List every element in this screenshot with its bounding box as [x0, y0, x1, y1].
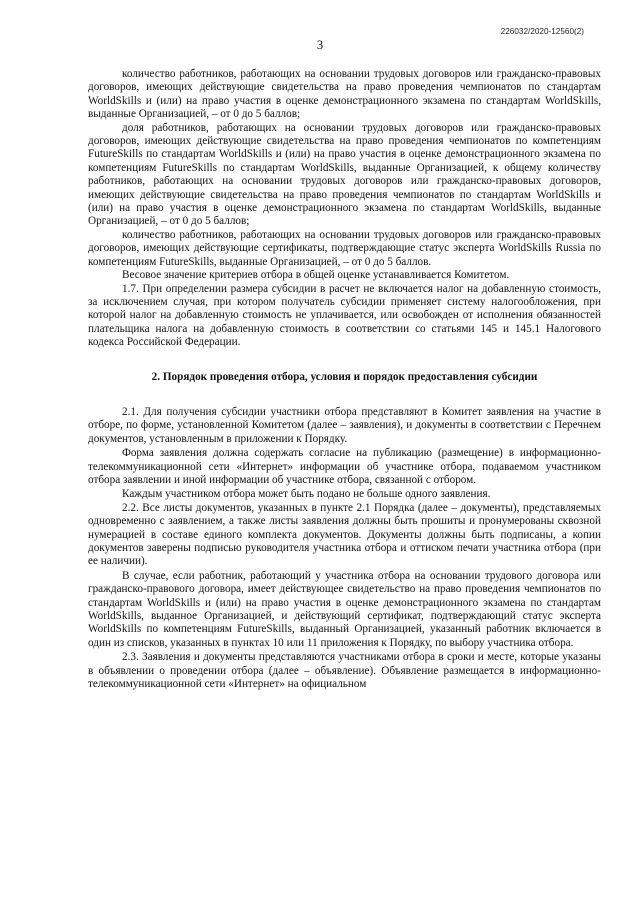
- paragraph: В случае, если работник, работающий у участника отбора на основании трудового договора или гражданско-правового договора, имеет действующее свидетельство на право проведения чемпионатов по стандартам WorldSkills и (или) на право участия в оценке демонстрационного экзамена по стандартам WorldSkills, выданное Организацией, и действующий сертификат, подтверждающий статус эксперта WorldSkills по компетенциям FutureSkills, выданный Организацией, указанный работник включается в один из списков, указанных в пунктах 10 или 11 приложения к Порядку, по выбору участника отбора.: [88, 569, 601, 649]
- paragraph: Форма заявления должна содержать согласие на публикацию (размещение) в информационно-телекоммуникационной сети «Интернет» информации об участнике отбора, подаваемом участником отбора заявлении и иной информации об участнике отбора, связанной с отбором.: [88, 447, 601, 486]
- section-heading: 2. Порядок проведения отбора, условия и порядок предоставления субсидии: [151, 370, 538, 383]
- paragraph: количество работников, работающих на основании трудовых договоров или гражданско-правовых договоров, имеющих действующие сертификаты, подтверждающие статус эксперта WorldSkills Russia по компетенциям FutureSkills, выданные Организацией, – от 0 до 5 баллов.: [88, 228, 601, 268]
- paragraph: 2.1. Для получения субсидии участники отбора представляют в Комитет заявления на участие в отборе, по форме, установленной Комитетом (далее – заявления), и документы в соответствии с Перечнем документов, установленным в приложении к Порядку.: [88, 405, 601, 445]
- document-number: 226032/2020-12560(2): [500, 27, 584, 36]
- paragraph: 2.2. Все листы документов, указанных в пункте 2.1 Порядка (далее – документы), представляемых одновременно с заявлением, а также листы заявления должны быть прошиты и пронумерованы сквозной нумерацией в составе единого комплекта документов. Документы должны быть подписаны, а копии документов заверены подписью руководителя участника отбора и оттиском печати участника отбора (при ее наличии).: [88, 501, 601, 568]
- page-number: 3: [316, 38, 324, 52]
- paragraph: Весовое значение критериев отбора в общей оценке устанавливается Комитетом.: [122, 269, 510, 282]
- paragraph: доля работников, работающих на основании трудовых договоров или гражданско-правовых договоров, имеющих действующие свидетельства на право проведения чемпионатов по компетенциям FutureSkills по стандартам WorldSkills и (или) на право участия в оценке демонстрационного экзамена по компетенциям FutureSkills по стандартам WorldSkills, выданные Организацией, к общему количеству работников, работающих на основании трудовых договоров или гражданско-правовых договоров, имеющих действующие свидетельства на право проведения чемпионатов по стандартам WorldSkills и (или) на право участия в оценке демонстрационного экзамена по стандартам WorldSkills, выданные Организацией, – от 0 до 5 баллов;: [88, 121, 601, 228]
- document-body: [88, 68, 601, 691]
- paragraph: 1.7. При определении размера субсидии в расчет не включается налог на добавленную стоимость, за исключением случая, при котором получатель субсидии применяет систему налогообложения, при которой налог на добавленную стоимость не уплачивается, или освобожден от исполнения обязанностей плательщика налога на добавленную стоимость в соответствии со статьями 145 и 145.1 Налогового кодекса Российской Федерации.: [88, 282, 601, 349]
- paragraph: Каждым участником отбора может быть подано не больше одного заявления.: [122, 488, 491, 501]
- paragraph: количество работников, работающих на основании трудовых договоров или гражданско-правовых договоров, имеющих действующие свидетельства на право проведения чемпионатов по стандартам WorldSkills и (или) на право участия в оценке демонстрационного экзамена по стандартам WorldSkills, выданные Организацией, – от 0 до 5 баллов;: [88, 68, 601, 121]
- paragraph: 2.3. Заявления и документы представляются участниками отбора в сроки и месте, которые указаны в объявлении о проведении отбора (далее – объявление). Объявление размещается в информационно-телекоммуникационной сети «Интернет» на официальном: [88, 651, 601, 691]
